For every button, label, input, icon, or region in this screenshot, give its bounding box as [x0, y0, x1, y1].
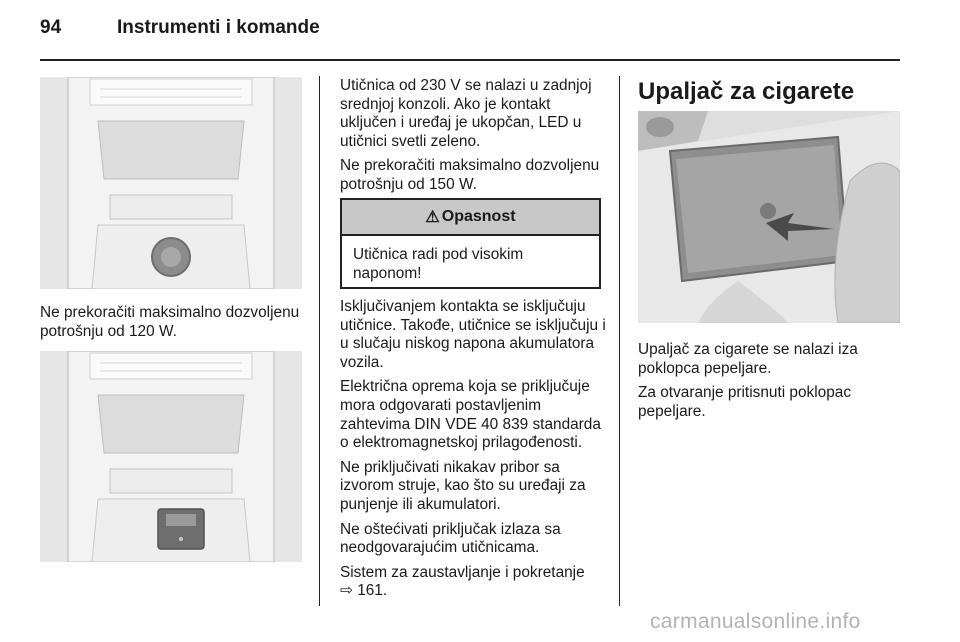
warning-box [340, 198, 601, 289]
warning-header [342, 200, 599, 236]
socket-230v-illustration [40, 351, 302, 562]
page-number: 94 [40, 17, 62, 38]
paragraph-lighter-location: Upaljač za cigarete se nalazi iza poklopca pepeljare. [638, 341, 858, 377]
paragraph-150w: Ne prekoračiti maksimalno dozvoljenu potrošnju od 150 W. [340, 157, 600, 193]
paragraph-din-vde: Električna oprema koja se priključuje mora odgovarati postavljenim zahtevima DIN VDE 40 839 standarda o elektromagnetskoj prilagođenosti. [340, 378, 601, 452]
page-ref-arrow-icon: ⇨ [340, 582, 353, 600]
stop-start-text: Sistem za zaustavljanje i pokretanje [340, 563, 585, 581]
page-title: Instrumenti i komande [117, 17, 320, 38]
paragraph-ignition-off: Isključivanjem kontakta se isključuju utičnice. Takođe, utičnice se isključuju i u slučaju niskog napona akumulatora vozila. [340, 298, 606, 371]
column-2-text [340, 77, 606, 201]
warning-text: Utičnica radi pod visokim naponom! [353, 246, 524, 282]
paragraph-socket-location: Utičnica od 230 V se nalazi u zadnjoj srednjoj konzoli. Ako je kontakt uključen i uređaj je ukopčan, LED u utičnici svetli zeleno. [340, 77, 592, 150]
caption-120w: Ne prekoračiti maksimalno dozvoljenu potrošnju od 120 W. [40, 304, 300, 340]
socket-console-illustration [40, 77, 302, 289]
paragraph-no-power-sources: Ne priključivati nikakav pribor sa izvorom struje, kao što su uređaji za punjenje ili akumulatori. [340, 458, 586, 513]
column-divider-left [319, 76, 320, 606]
paragraph-stop-start [340, 564, 606, 601]
column-3-text [638, 341, 900, 427]
paragraph-open-ashtray: Za otvaranje pritisnuti poklopac pepeljare. [638, 384, 852, 420]
cigarette-lighter-illustration [638, 111, 900, 323]
warning-title: Opasnost [441, 208, 516, 225]
column-divider-right [619, 76, 620, 606]
page-ref-link[interactable]: 161. [357, 582, 388, 600]
header-rule [40, 59, 900, 61]
warning-triangle-icon: ⚠ [425, 209, 440, 226]
watermark-text: carmanualsonline.info [650, 610, 861, 633]
paragraph-no-damage: Ne oštećivati priključak izlaza sa neodgovarajućim utičnicama. [340, 520, 561, 557]
section-heading: Upaljač za cigarete [638, 78, 855, 105]
column-2-text-lower [340, 298, 606, 607]
